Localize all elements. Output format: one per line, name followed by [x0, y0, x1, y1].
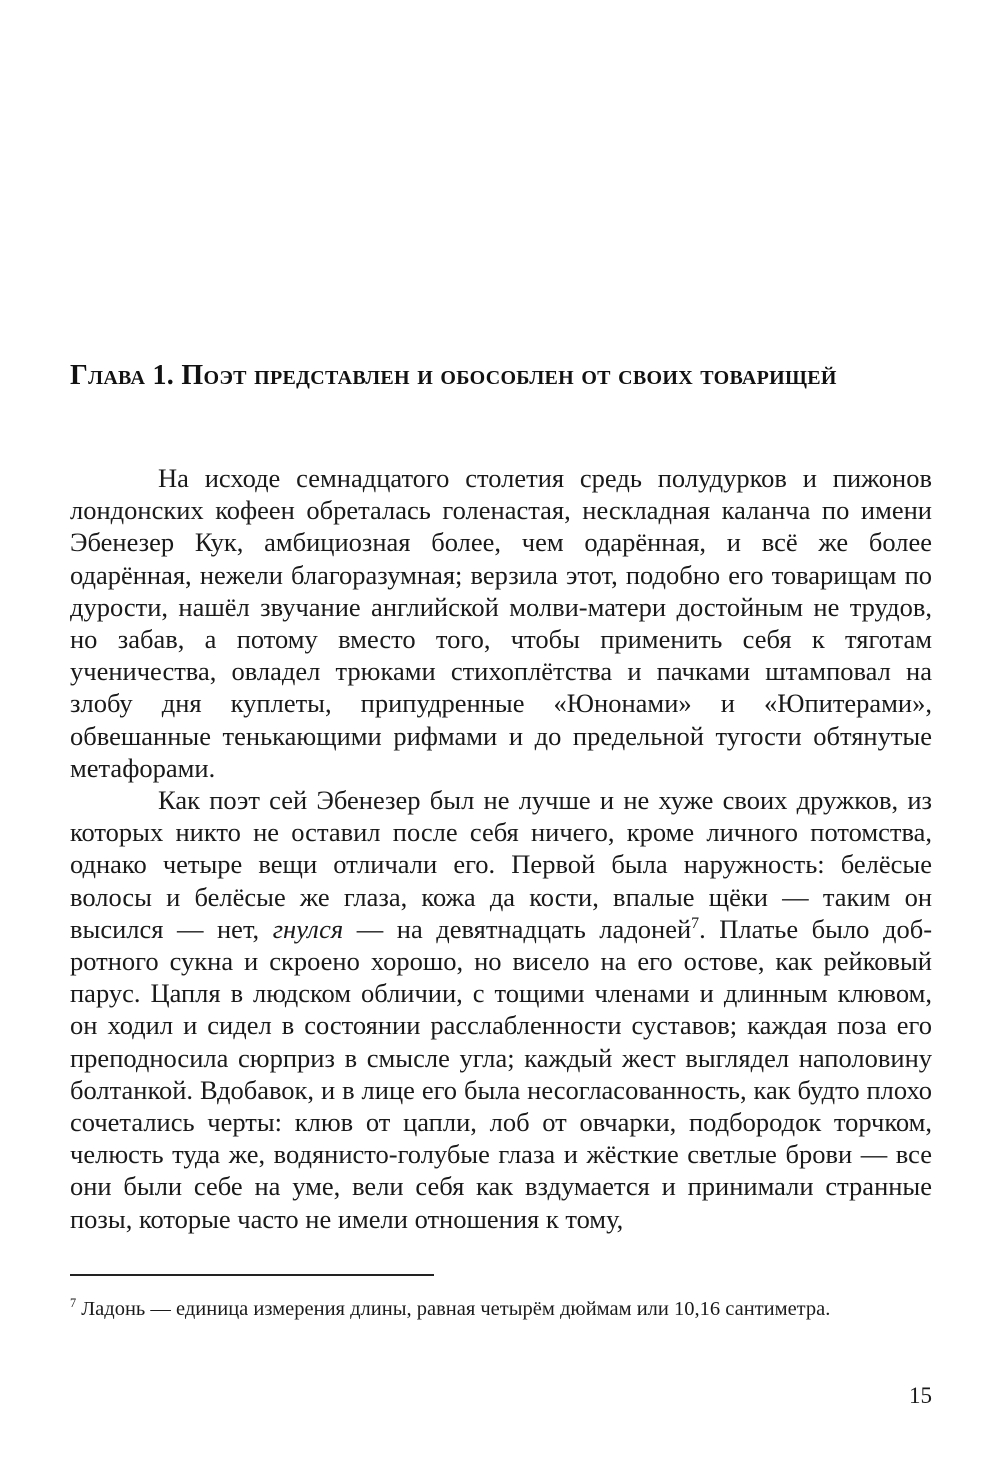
paragraph-text: — на девятнадцать ладоней [343, 913, 692, 944]
footnote-reference: 7 [691, 915, 700, 933]
footnote-text: Ладонь — единица измерения длины, равная четырём дюймам или 10,16 сантиметра. [76, 1298, 831, 1320]
footnote-divider [70, 1274, 434, 1276]
paragraph-text: На исходе семнадцатого столетия средь полудурков и пижонов лондонских кофеен обреталась голенастая, нескладная каланча по имени Эбенезер Кук, амбициозная более, чем одарённая, и всё же более одарённая, нежели благоразумная; верзила этот, подобно его товарищам по дурости, нашёл звучание английской молви-матери достойным не трудов, но забав, а потому вместо того, чтобы применить себя к тяготам ученичества, овладел трюками стихоплётства и пачками штамповал на злобу дня куплеты, припудренные «Юнонами» и «Юпитерами», обвешанные тенькающими рифмами и до предельной тугости обтянутые метафорами. [70, 463, 932, 783]
paragraph-text: Как поэт сей Эбенезер был не лучше и не хуже своих дружков, из которых никто не оставил после себя ничего, кроме личного потомства, однако четыре вещи отличали его. Первой была наружность: белёсые волосы и белёсые же глаза, кожа да кости, впалые щёки — таким он высился — нет, [70, 785, 932, 944]
italic-word: гнулся [272, 913, 344, 944]
paragraph-text: . Платье было добротного сукна и скроено хорошо, но висело на его остове, как рейковый парус. Цапля в людском обличии, с тощими членами и длинным клювом, он ходил и сидел в состоянии расслабленности суставов; каждая поза его преподносила сюрприз в смысле угла; каждый жест выглядел наполовину болтанкой. Вдобавок, и в лице его была несогласованность, как будто плохо сочетались черты: клюв от цапли, лоб от овчарки, подбородок торчком, челюсть туда же, водянисто-голубые глаза и жёсткие светлые брови — все они были себе на уме, вели себя как вздумается и принимали странные позы, которые часто не имели отношения к тому, [70, 913, 933, 1234]
page-number: 15 [909, 1383, 932, 1408]
footnote-marker: 7 [70, 1296, 77, 1311]
chapter-title: Глава 1. Поэт представлен и обособлен от своих товарищей [70, 360, 837, 391]
footnote [70, 1294, 932, 1324]
paragraph [70, 784, 932, 1235]
paragraph [70, 462, 932, 784]
body-text [70, 462, 932, 1235]
